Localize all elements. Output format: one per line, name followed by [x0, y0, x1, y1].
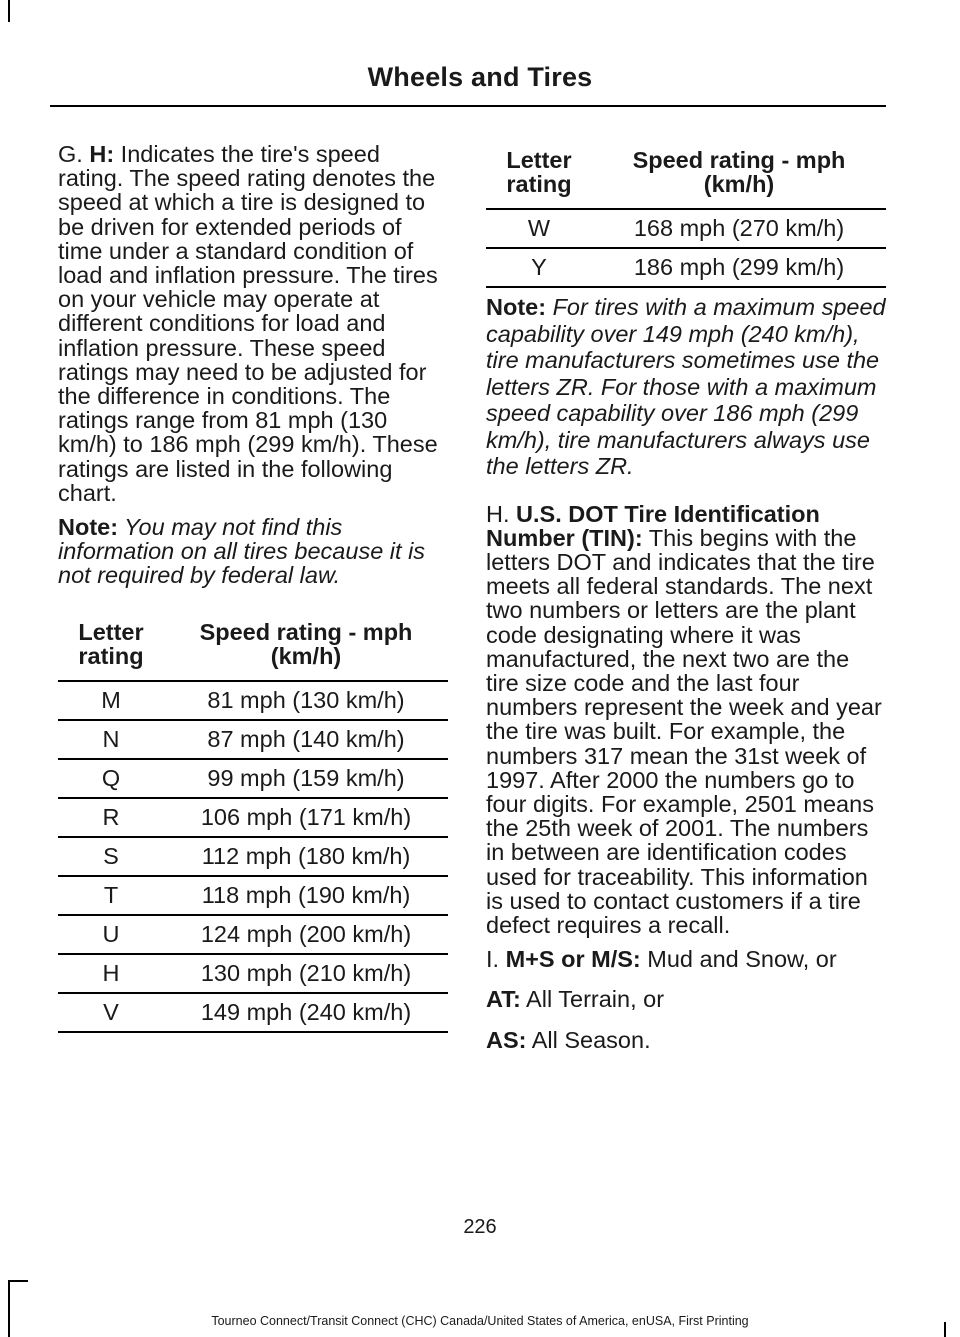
table-row [58, 837, 448, 876]
letter-rating-cell: V [58, 993, 164, 1032]
header-divider [50, 105, 886, 107]
page-number: 226 [463, 1216, 497, 1238]
table-row [486, 248, 886, 287]
speed-rating-cell: 112 mph (180 km/h) [164, 837, 448, 876]
all-season-paragraph [486, 1028, 886, 1052]
letter-rating-cell: M [58, 681, 164, 720]
page-title: Wheels and Tires [367, 62, 593, 92]
crop-mark [8, 1280, 10, 1337]
speed-rating-cell: 81 mph (130 km/h) [164, 681, 448, 720]
speed-rating-cell: 149 mph (240 km/h) [164, 993, 448, 1032]
note-label: Note: [486, 294, 547, 320]
item-text: All Season. [526, 1026, 651, 1053]
speed-rating-cell: 99 mph (159 km/h) [164, 759, 448, 798]
item-text: Indicates the tire's speed rating. The speed rating denotes the speed at which a tire is designed to be driven for extended periods of time under a standard condition of load and inflation pressure. The tires on your vehicle may operate at different conditions for load and inflation pressure. These speed ratings may need to be adjusted for the difference in conditions. The ratings range from 81 mph (130 km/h) to 186 mph (299 km/h). These ratings are listed in the following chart. [58, 141, 438, 506]
header-letter-rating: Letter rating [506, 147, 572, 197]
speed-rating-table [58, 614, 448, 1033]
letter-rating-cell: W [486, 209, 592, 248]
item-label: U.S. DOT Tire Identification Number (TIN): [486, 500, 820, 551]
table-row [58, 993, 448, 1032]
letter-rating-cell: T [58, 876, 164, 915]
note-label: Note: [58, 514, 119, 541]
crop-mark [8, 0, 10, 22]
left-column [58, 142, 448, 1033]
item-text: All Terrain, or [520, 986, 665, 1013]
item-text: This begins with the letters DOT and indicates that the tire meets all federal standards. The next two numbers or letters are the plant code designating where it was manufactured, the next two are the tire size code and the last four numbers represent the week and year the tire was built. For example, the numbers 317 mean the 31st week of 1997. After 2000 the numbers go to four digits. For example, 2501 means the 25th week of 2001. The numbers in between are identification codes used for traceability. This information is used to contact customers if a tire defect requires a recall. [486, 524, 882, 938]
crop-mark [8, 1280, 28, 1282]
letter-rating-cell: Y [486, 248, 592, 287]
table-row [58, 759, 448, 798]
table-row [58, 915, 448, 954]
speed-rating-cell: 186 mph (299 km/h) [592, 248, 886, 287]
letter-rating-cell: S [58, 837, 164, 876]
table-header-row [58, 614, 448, 681]
table-header-row [486, 142, 886, 209]
table-row [58, 798, 448, 837]
item-text: Mud and Snow, or [640, 946, 837, 973]
table-row [58, 954, 448, 993]
item-label: M+S or M/S: [505, 946, 641, 973]
item-label: H: [89, 141, 115, 167]
footer-text: Tourneo Connect/Transit Connect (CHC) Canada/United States of America, enUSA, First Printing [211, 1314, 749, 1328]
letter-rating-cell: N [58, 720, 164, 759]
item-label: AS: [486, 1026, 527, 1053]
item-label: AT: [486, 986, 521, 1013]
note-text: For tires with a maximum speed capability over 149 mph (240 km/h), tire manufacturers sometimes use the letters ZR. For those with a maximum speed capability over 186 mph (299 km/h), tire manufacturers always use the letters ZR. [486, 294, 886, 479]
table-row [58, 681, 448, 720]
speed-rating-cell: 130 mph (210 km/h) [164, 954, 448, 993]
letter-rating-cell: H [58, 954, 164, 993]
mud-snow-paragraph [486, 947, 886, 971]
table-row [58, 876, 448, 915]
speed-rating-cell: 124 mph (200 km/h) [164, 915, 448, 954]
tin-paragraph [486, 502, 886, 938]
right-column [486, 142, 886, 1062]
note-text: You may not find this information on all tires because it is not required by federal law. [58, 514, 426, 589]
speed-rating-cell: 168 mph (270 km/h) [592, 209, 886, 248]
note-paragraph [486, 294, 886, 480]
table-row [58, 720, 448, 759]
note-paragraph [58, 515, 448, 588]
header-speed-rating: Speed rating - mph (km/h) [632, 147, 846, 197]
speed-rating-cell: 106 mph (171 km/h) [164, 798, 448, 837]
speed-rating-cell: 87 mph (140 km/h) [164, 720, 448, 759]
speed-rating-table-continued [486, 142, 886, 288]
header-speed-rating: Speed rating - mph (km/h) [199, 618, 413, 669]
letter-rating-cell: U [58, 915, 164, 954]
item-prefix: I. [486, 946, 506, 973]
item-prefix: H. [486, 500, 517, 527]
speed-rating-paragraph [58, 142, 448, 505]
item-prefix: G. [58, 141, 90, 167]
table-row [486, 209, 886, 248]
all-terrain-paragraph [486, 987, 886, 1011]
speed-rating-cell: 118 mph (190 km/h) [164, 876, 448, 915]
header-letter-rating: Letter rating [78, 618, 144, 669]
letter-rating-cell: Q [58, 759, 164, 798]
letter-rating-cell: R [58, 798, 164, 837]
